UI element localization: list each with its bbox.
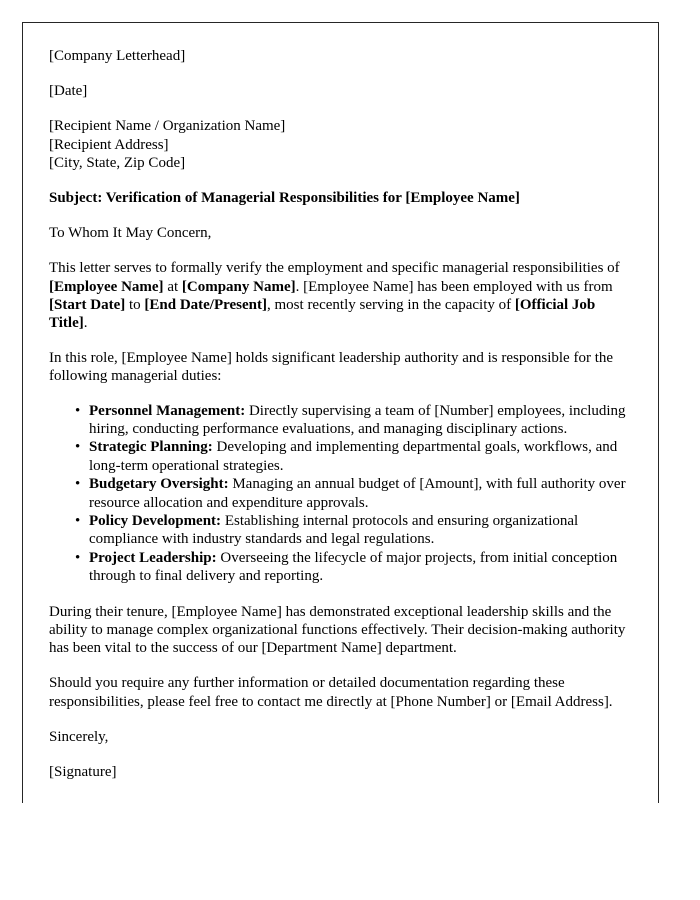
bullet-icon: •	[75, 513, 81, 530]
paragraph-tenure-commendation: During their tenure, [Employee Name] has demonstrated exceptional leadership skills and the ability to manage complex organizational functions effectively. Their decision-making authority has been vital to the success of our [Department Name] department.	[49, 603, 626, 657]
recipient-block	[49, 117, 636, 172]
recipient-name-org: [Recipient Name / Organization Name]	[49, 118, 286, 135]
para1-end-date: [End Date/Present]	[144, 296, 268, 313]
duty-label: Budgetary Oversight:	[89, 476, 229, 493]
duty-text: Establishing internal protocols and ensuring organizational compliance with industry standards and legal regulations.	[89, 513, 579, 548]
closing-salutation: Sincerely,	[49, 728, 109, 745]
list-item	[49, 402, 636, 439]
list-item	[49, 512, 636, 549]
spacer	[49, 100, 636, 117]
para1-seg1: This letter serves to formally verify the employment and specific managerial responsibilities of	[49, 260, 620, 277]
spacer	[49, 586, 636, 603]
list-item	[49, 549, 636, 586]
spacer	[49, 242, 636, 259]
spacer	[49, 172, 636, 189]
bullet-icon: •	[75, 549, 81, 566]
duty-label: Personnel Management:	[89, 402, 246, 419]
recipient-city-state-zip: [City, State, Zip Code]	[49, 154, 186, 171]
paragraph-employment-verification	[49, 259, 636, 332]
duty-text: Directly supervising a team of [Number] employees, including hiring, conducting performance evaluations, and managing disciplinary actions.	[89, 402, 626, 438]
para1-seg3: at	[163, 278, 182, 295]
spacer	[49, 746, 636, 763]
para1-seg9: , most recently serving in the capacity of	[267, 296, 515, 313]
letter-page	[22, 22, 659, 803]
signature-placeholder: [Signature]	[49, 763, 117, 780]
letter-body	[23, 23, 658, 781]
spacer	[49, 332, 636, 349]
company-letterhead-placeholder: [Company Letterhead]	[49, 48, 186, 64]
paragraph-contact-info: Should you require any further information or detailed documentation regarding these responsibilities, please feel free to contact me directly at [Phone Number] or [Email Address].	[49, 675, 613, 710]
spacer	[49, 386, 636, 402]
salutation: To Whom It May Concern,	[49, 225, 212, 242]
duty-label: Project Leadership:	[89, 549, 217, 566]
duty-text: Developing and implementing departmental goals, workflows, and long-term operational strategies.	[89, 439, 618, 474]
managerial-duties-list	[49, 402, 636, 586]
para1-employee-name: [Employee Name]	[49, 278, 164, 295]
spacer	[49, 207, 636, 224]
subject-line: Subject: Verification of Managerial Responsibilities for [Employee Name]	[49, 190, 520, 207]
spacer	[49, 711, 636, 728]
para1-start-date: [Start Date]	[49, 296, 126, 313]
spacer	[49, 65, 636, 82]
list-item	[49, 438, 636, 475]
duty-label: Policy Development:	[89, 513, 222, 530]
bullet-icon: •	[75, 476, 81, 493]
bullet-icon: •	[75, 402, 81, 419]
spacer	[49, 657, 636, 674]
para1-seg5: . [Employee Name] has been employed with us from	[295, 278, 613, 295]
bullet-icon: •	[75, 439, 81, 456]
duty-text: Managing an annual budget of [Amount], with full authority over resource allocation and expenditure approvals.	[89, 476, 626, 511]
duty-text: Overseeing the lifecycle of major projects, from initial conception through to final delivery and reporting.	[89, 549, 618, 585]
para1-company-name: [Company Name]	[181, 278, 296, 295]
date-placeholder: [Date]	[49, 83, 88, 100]
duty-label: Strategic Planning:	[89, 439, 213, 456]
para1-seg7: to	[125, 296, 145, 313]
para1-job-title: [Official Job Title]	[49, 296, 596, 332]
recipient-address: [Recipient Address]	[49, 136, 169, 153]
paragraph-role-intro: In this role, [Employee Name] holds significant leadership authority and is responsible for the following managerial duties:	[49, 350, 614, 385]
para1-seg11: .	[83, 315, 88, 332]
list-item	[49, 475, 636, 512]
